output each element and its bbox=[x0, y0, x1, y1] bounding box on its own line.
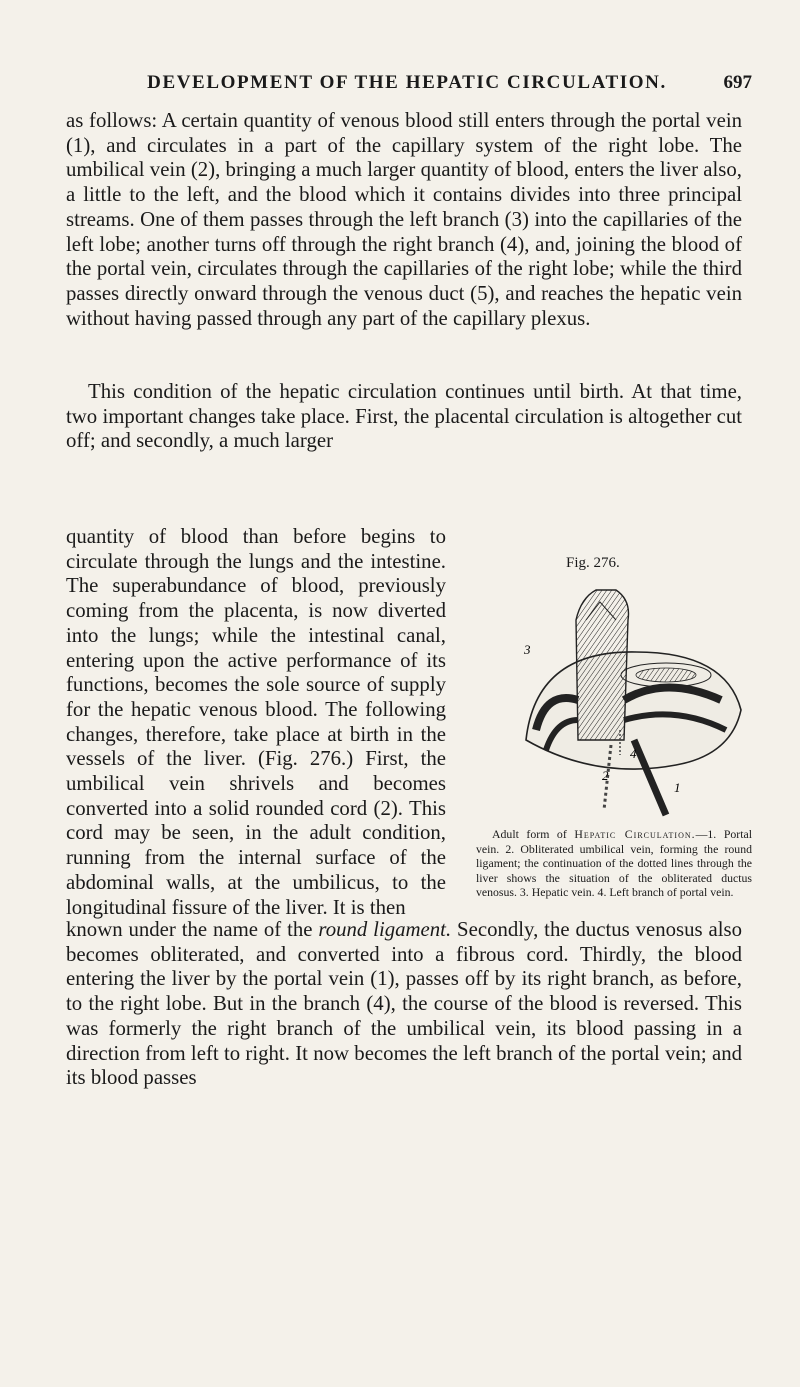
figure-number-3: 3 bbox=[524, 642, 531, 657]
caption-title: Hepatic Circulation. bbox=[574, 827, 696, 841]
paragraph-3-rest: Secondly, the ductus venosus also becomes obliterated, and converted into a fibrous cord. Thirdly, the blood entering the liver by the portal vein (1), passes off by its right branch, as before, to the right lobe. But in the branch (4), the course of the blood is reversed. This was formerly the right branch of the umbilical vein, its blood passing in a direction from left to right. It now becomes the left branch of the portal vein; and its blood passes bbox=[66, 918, 743, 1090]
paragraph-2: This condition of the hepatic circulation continues until birth. At that time, two important changes take place. First, the placental circulation is altogether cut off; and secondly, a much larger bbox=[66, 380, 742, 453]
paragraph-1: as follows: A certain quantity of venous blood still enters through the portal vein (1), and circulates in a part of the capillary system of the right lobe. The umbilical vein (2), bringing a much larger quantity of blood, enters the liver also, a little to the left, and the blood which it contains divides into three principal streams. One of them passes through the left branch (3) into the capillaries of the left lobe; another turns off through the right branch (4), and, joining the blood of the portal vein, circulates through the capillaries of the right lobe; while the third passes directly onward through the venous duct (5), and reaches the hepatic vein without having passed through any part of the capillary plexus. bbox=[66, 109, 742, 330]
round-ligament-term: round ligament. bbox=[318, 918, 452, 941]
caption-start: Adult form of bbox=[492, 827, 567, 841]
figure-number-2: 2 bbox=[602, 768, 609, 783]
liver-circulation-illustration bbox=[516, 580, 746, 830]
paragraph-2-column: quantity of blood than before begins to circulate through the lungs and the intestine. The superabundance of blood, previously coming from the placenta, is now diverted into the lungs; while the intestinal canal, entering upon the active performance of its functions, becomes the sole source of supply for the hepatic venous blood. The following changes, therefore, take place at birth in the vessels of the liver. (Fig. 276.) First, the umbilical vein shrivels and becomes converted into a solid rounded cord (2). This cord may be seen, in the adult condition, running from the internal surface of the abdominal walls, at the umbilicus, to the longitudinal fissure of the liver. It is then bbox=[66, 525, 446, 919]
figure-column-region bbox=[66, 525, 752, 919]
figure-number-4: 4 bbox=[630, 746, 637, 761]
paragraph-3-start: known under the name of the bbox=[66, 918, 313, 941]
running-title: DEVELOPMENT OF THE HEPATIC CIRCULATION. bbox=[147, 72, 667, 93]
running-header bbox=[92, 72, 752, 94]
caption-rest: —1. Portal vein. 2. Obliterated umbilical vein, forming the round ligament; the continuation of the dotted lines through the liver shows the situation of the obliterated ductus venosus. 3. Hepatic vein. 4. Left branch of portal vein. bbox=[476, 827, 752, 899]
figure-number-1: 1 bbox=[674, 780, 681, 795]
paragraph-3 bbox=[66, 918, 742, 1091]
figure-caption bbox=[476, 827, 752, 900]
page-number: 697 bbox=[723, 72, 752, 93]
figure-label: Fig. 276. bbox=[566, 555, 620, 571]
